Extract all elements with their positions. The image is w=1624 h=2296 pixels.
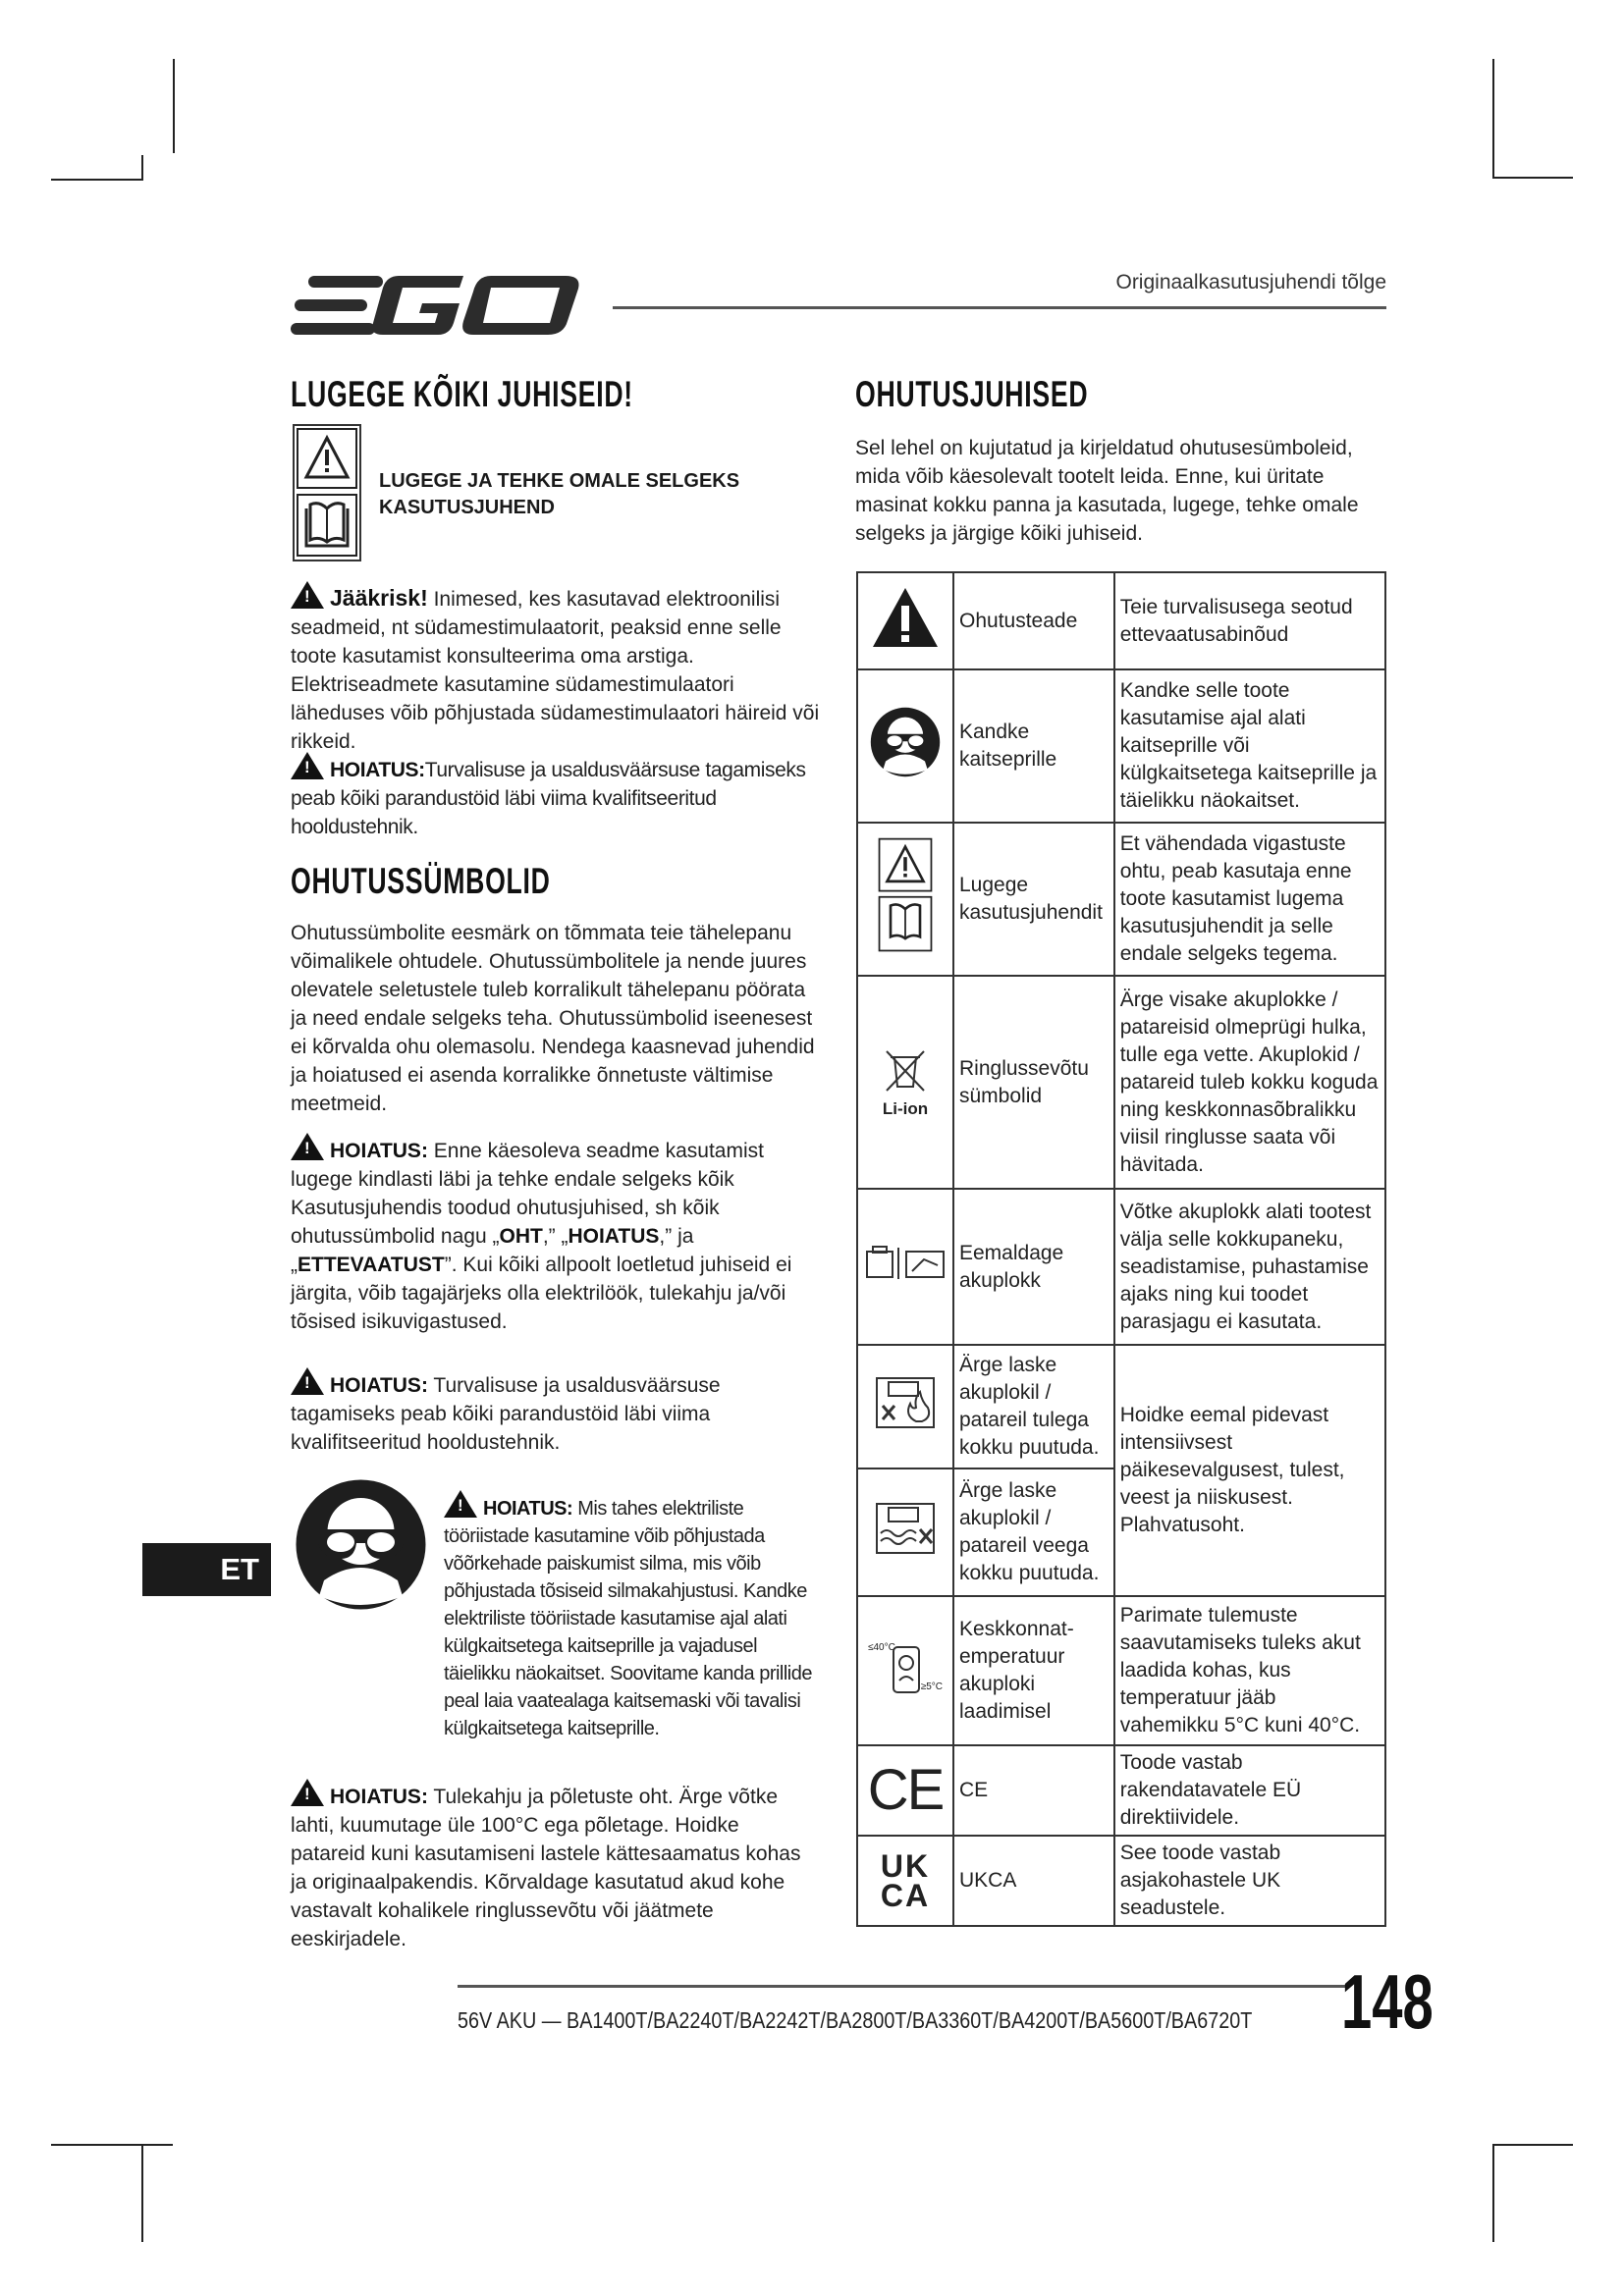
crop-mark <box>141 155 143 181</box>
symbol-name: Kandke kaitseprille <box>953 669 1114 823</box>
safety-glasses-large-icon <box>295 1478 427 1611</box>
temperature-icon <box>857 1596 953 1745</box>
residual-risk-paragraph <box>291 581 825 756</box>
symbol-name: Eemaldage akuplokk <box>953 1189 1114 1345</box>
table-row <box>857 572 1385 669</box>
crop-mark <box>1492 59 1494 179</box>
crop-mark <box>1492 2144 1494 2242</box>
header-rule <box>613 306 1386 309</box>
footer-model-text: 56V AKU — BA1400T/BA2240T/BA2242T/BA2800T/BA3360T/BA4200T/BA5600T/BA6720T <box>458 2007 1253 2033</box>
warning-text: ,” ja „ <box>291 1225 694 1276</box>
footer-rule <box>458 1985 1349 1988</box>
warning-icon <box>291 581 324 609</box>
warning-label: HOIATUS: <box>330 759 425 781</box>
temp-low-label: ≥5°C <box>920 1682 943 1692</box>
warning-text: Enne käesoleva seadme kasutamist lugege kindlasti läbi ja tehke endale selgeks kõik Kasutusjuhendis toodud ohutusjuhised, sh kõik ohutussümbolid nagu „ <box>291 1140 764 1248</box>
warning-text: ,” „ <box>542 1225 568 1248</box>
symbol-description: Võtke akuplokk alati tootest välja selle kokkupaneku, seadistamise, puhastamise ajaks ning kui toodet parasjagu ei kasutata. <box>1114 1189 1385 1345</box>
symbol-description: Toode vastab rakendatavatele EÜ direktiividele. <box>1114 1745 1385 1836</box>
symbol-name: CE <box>953 1745 1114 1836</box>
warning-paragraph-5 <box>291 1779 801 1953</box>
warning-icon <box>291 1133 324 1160</box>
ego-logo <box>291 270 587 339</box>
no-fire-icon <box>857 1345 953 1468</box>
recycle-li-ion-icon <box>857 976 953 1189</box>
warning-icon <box>291 1779 324 1806</box>
warning-label: HOIATUS: <box>330 1140 428 1162</box>
warning-paragraph-3 <box>291 1367 752 1457</box>
crop-mark <box>51 2144 173 2146</box>
symbol-name: Keskkonnat- emperatuur akuploki laadimisel <box>953 1596 1114 1745</box>
li-ion-label: Li-ion <box>882 1098 929 1118</box>
page-number: 148 <box>1341 1958 1434 2045</box>
term-ettevaatust: ETTEVAATUST <box>298 1254 445 1276</box>
warning-paragraph-4 <box>444 1490 825 1742</box>
language-tab: ET <box>142 1543 271 1596</box>
safety-instructions-heading: OHUTUSJUHISED <box>855 374 1089 414</box>
read-all-heading: LUGEGE KÕIKI JUHISEID! <box>291 374 633 414</box>
safety-instructions-intro: Sel lehel on kujutatud ja kirjeldatud ohutusesümboleid, mida võib käesolevalt tootelt leida. Enne, kui üritate masinat kokku panna ja kasutada, lugege, tehke omale selgeks ja järgige kõiki juhiseid. <box>855 437 1359 545</box>
read-manual-text: LUGEGE JA TEHKE OMALE SELGEKS KASUTUSJUHEND <box>379 470 740 518</box>
ukca-mark-line-2: CA <box>880 1878 931 1913</box>
logo-text: EGO <box>291 270 294 271</box>
ukca-mark-icon <box>857 1836 953 1926</box>
crop-mark <box>141 2144 143 2242</box>
warning-triangle-icon <box>857 572 953 669</box>
warning-paragraph-2 <box>291 1133 811 1336</box>
crop-mark <box>1492 2144 1573 2146</box>
crop-mark <box>51 179 143 181</box>
table-row <box>857 1836 1385 1926</box>
warning-text: ”. Kui kõiki allpoolt loetletud juhiseid ei järgita, võib tagajärjeks olla elektrilöök, tulekahju ja/või tõsised isikuvigastused. <box>291 1254 792 1333</box>
crop-mark <box>1492 177 1573 179</box>
warning-text: Tulekahju ja põletuste oht. Ärge võtke lahti, kuumutage üle 100°C ega põletage. Hoidke patareid kuni kasutamiseni lastele kättesaamatus kohas ja originaalpakendis. Kõrvaldage kasutatud akud kohe vastavalt kohalikele ringlussevõtu või jäätmete eeskirjadele. <box>291 1786 801 1950</box>
read-manual-icon <box>857 823 953 976</box>
warning-icon <box>291 752 324 779</box>
symbol-name: Ärge laske akuplokil / patareil veega kokku puutuda. <box>953 1468 1114 1596</box>
warning-icon <box>291 1367 324 1395</box>
table-row <box>857 1596 1385 1745</box>
ukca-mark-line-1: UK <box>880 1848 931 1884</box>
warning-label: HOIATUS: <box>483 1498 573 1520</box>
safety-symbols-table <box>856 571 1386 1927</box>
symbol-description: Kandke selle toote kasutamise ajal alati kaitseprille või külgkaitsetega kaitseprille ja täielikku näokaitset. <box>1114 669 1385 823</box>
symbol-description: Hoidke eemal pidevast intensiivsest päikesevalgusest, tulest, veest ja niiskusest. Plahvatusoht. <box>1114 1345 1385 1596</box>
crop-mark <box>173 59 175 153</box>
symbol-description: Ärge visake akuplokke / patareisid olmeprügi hulka, tulle ega vette. Akuplokid / patareid tuleb kokku koguda ning keskkonnasõbralikku viisil ringlusse saata või hävitada. <box>1114 976 1385 1189</box>
warning-label: HOIATUS: <box>330 1374 428 1397</box>
ce-mark-text: CE <box>867 1758 944 1822</box>
symbol-name: Ringlussevõtu sümbolid <box>953 976 1114 1189</box>
read-manual-box <box>293 424 361 561</box>
symbol-name: Lugege kasutusjuhendit <box>953 823 1114 976</box>
table-row <box>857 1745 1385 1836</box>
warning-text: Turvalisuse ja usaldusväärsuse tagamiseks peab kõiki parandustöid läbi viima kvalifitseeritud hooldustehnik. <box>291 1374 721 1454</box>
residual-risk-label: Jääkrisk! <box>330 585 428 611</box>
term-oht: OHT <box>499 1225 543 1248</box>
temp-high-label: ≤40°C <box>868 1642 895 1653</box>
warning-paragraph-1 <box>291 752 825 841</box>
table-row <box>857 823 1385 976</box>
symbol-name: UKCA <box>953 1836 1114 1926</box>
warning-icon <box>444 1490 477 1518</box>
table-row <box>857 1189 1385 1345</box>
remove-battery-icon <box>857 1189 953 1345</box>
warning-label: HOIATUS: <box>330 1786 428 1808</box>
safety-symbols-heading: OHUTUSSÜMBOLID <box>291 861 551 901</box>
residual-risk-text: Inimesed, kes kasutavad elektroonilisi seadmeid, nt südamestimulaatorit, peaksid enne selle toote kasutamist konsulteerima oma arstiga. Elektriseadmete kasutamine südamestimulaatori läheduses võib põhjustada südamestimulaatori häireid või rikkeid. <box>291 588 820 753</box>
header-subtitle: Originaalkasutusjuhendi tõlge <box>1115 271 1386 294</box>
symbol-name: Ärge laske akuplokil / patareil tulega kokku puutuda. <box>953 1345 1114 1468</box>
symbol-description: Et vähendada vigastuste ohtu, peab kasutaja enne toote kasutamist lugema kasutusjuhendit ja selle endale selgeks tegema. <box>1114 823 1385 976</box>
table-row <box>857 669 1385 823</box>
symbol-name: Ohutusteade <box>953 572 1114 669</box>
safety-glasses-icon <box>857 669 953 823</box>
table-row <box>857 976 1385 1189</box>
warning-text: Mis tahes elektriliste tööriistade kasutamine võib põhjustada võõrkehade paiskumist silma, mis võib põhjustada tõsiseid silmakahjustusi. Kandke elektriliste tööriistade kasutamise ajal alati külgkaitsetega kaitseprille ja vajadusel täielikku näokaitset. Soovitame kanda prillide peal laia vaatealaga kaitsemaski või tavalisi külgkaitsetega kaitseprille. <box>444 1498 812 1739</box>
symbol-description: See toode vastab asjakohastele UK seadustele. <box>1114 1836 1385 1926</box>
warning-text: Turvalisuse ja usaldusväärsuse tagamiseks peab kõiki parandustöid läbi viima kvalifitseeritud hooldustehnik. <box>291 759 806 838</box>
symbol-description: Teie turvalisusega seotud ettevaatusabinõud <box>1114 572 1385 669</box>
ce-mark-icon <box>857 1745 953 1836</box>
symbol-description: Parimate tulemuste saavutamiseks tuleks akut laadida kohas, kus temperatuur jääb vahemikku 5°C kuni 40°C. <box>1114 1596 1385 1745</box>
table-row <box>857 1345 1385 1468</box>
term-hoiatus: HOIATUS <box>568 1225 660 1248</box>
safety-symbols-paragraph: Ohutussümbolite eesmärk on tõmmata teie tähelepanu võimalikele ohtudele. Ohutussümbolitele ja nende juures olevatele seletustele tuleb korralikult tähelepanu pöörata ja need endale selgeks teha. Ohutussümbolid iseenesest ei kõrvalda ohu olemasolu. Nendega kaasnevad juhendid ja hoiatused ei asenda korralikke õnnetuste vältimise meetmeid. <box>291 922 815 1115</box>
no-water-icon <box>857 1468 953 1596</box>
